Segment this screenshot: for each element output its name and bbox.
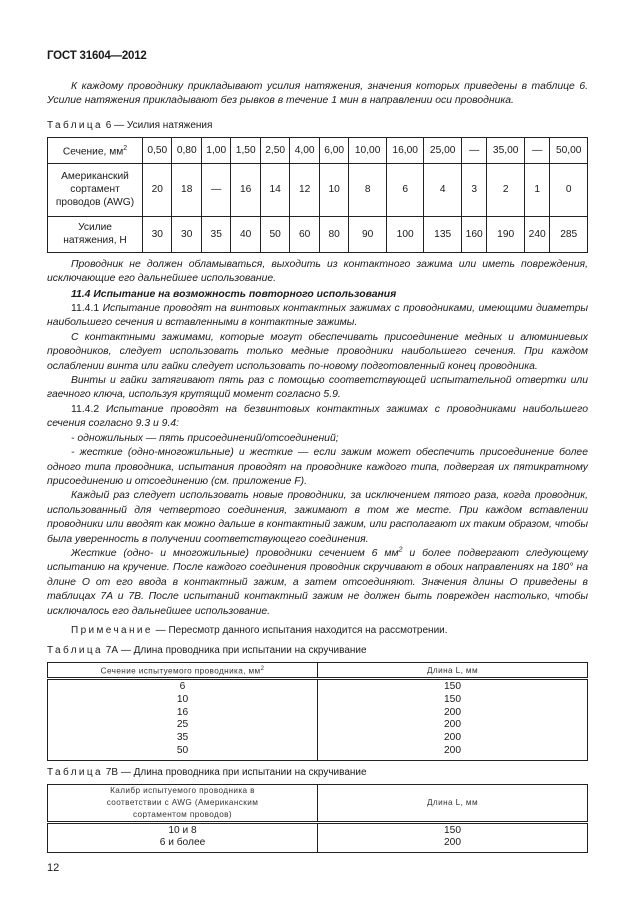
table-cell: 50 — [260, 216, 289, 252]
table-cell: 8 — [349, 163, 387, 216]
table-cell: 6 и более — [159, 837, 206, 849]
table7b-caption: Таблица 7В — Длина проводника при испытании на скручивание — [47, 766, 367, 778]
table-cell: — — [524, 137, 549, 163]
table-cell: 150 — [444, 681, 461, 693]
table-cell: 200 — [444, 706, 461, 718]
table6 — [47, 137, 588, 253]
table7b — [47, 784, 588, 853]
paragraph-tension: К каждому проводнику прикладывают усилия натяжения, значения которых приведены в таблице 6. Усилие натяжения прикладывают без рывков в течение 1 мин в направлении оси проводника. — [47, 81, 588, 107]
table-cell: 40 — [231, 216, 260, 252]
table-cell: 190 — [487, 216, 525, 252]
table-cell: 10,00 — [349, 137, 387, 163]
table-cell: 200 — [444, 719, 461, 731]
table-cell: 10 и 8 — [168, 824, 197, 836]
section-heading: 11.4 Испытание на возможность повторного использования — [71, 288, 397, 300]
table-cell: 1 — [524, 163, 549, 216]
table-cell: — — [201, 163, 230, 216]
paragraph-11-4-1: 11.4.1 Испытание проводят на винтовых контактных зажимах с проводниками, имеющими диаметры наибольшего сечения и вставленными в контактные зажимы. — [47, 303, 589, 329]
table-cell: 160 — [461, 216, 486, 252]
paragraph-11-4-2: 11.4.2 Испытание проводят на безвинтовых контактных зажимах с проводниками наибольшего сечения согласно 9.3 и 9.4: — [47, 403, 588, 430]
list-item: - жесткие (одно-многожильные) и жесткие — если зажим может обеспечить присоединение более одного типа проводника, испытания проводят на проводнике каждого типа, подвергая их пятикратному присоединению и отсоединению (см. приложение F). — [47, 447, 588, 487]
table-cell: 100 — [386, 216, 424, 252]
table-cell: 4 — [424, 163, 462, 216]
table-cell: 16,00 — [386, 137, 424, 163]
page-number: 12 — [47, 862, 60, 874]
table-cell: 10 — [319, 163, 348, 216]
paragraph-copper: С контактными зажимами, которые могут обеспечивать присоединение медных и алюминиевых проводников, следует использовать только медные проводники наибольшего сечения. При каждом ослаблении винта или гайки следует использовать по-новому подготовленный конец проводника. — [47, 331, 588, 372]
paragraph-screws: Винты и гайки затягивают пять раз с помощью соответствующей испытательной отвертки или гаечного ключа, используя крутящий момент согласно 5.9. — [47, 375, 588, 401]
column-values — [48, 822, 318, 852]
column-values — [48, 679, 318, 760]
table-cell: 6 — [179, 681, 186, 693]
table-cell: 150 — [444, 694, 461, 706]
table-cell: 25 — [176, 719, 189, 731]
table-cell: 60 — [290, 216, 319, 252]
table-cell: 16 — [231, 163, 260, 216]
column-header: Калибр испытуемого проводника в соответствии с AWG (Американским сортаментом проводов) — [48, 784, 318, 822]
caption-prefix: Таблица — [47, 119, 104, 131]
table-cell: 90 — [349, 216, 387, 252]
column-header: Сечение испытуемого проводника, $мм^2$ — [48, 663, 318, 679]
table-cell: 18 — [172, 163, 201, 216]
table-row — [48, 216, 588, 252]
table-cell: 4,00 — [290, 137, 319, 163]
row-label: Сечение, $мм^2$ — [48, 137, 143, 163]
table-cell: 80 — [319, 216, 348, 252]
table-cell: 0,80 — [172, 137, 201, 163]
table-cell: 30 — [143, 216, 172, 252]
table-cell: 0,50 — [143, 137, 172, 163]
caption-title: — Усилия натяжения — [114, 119, 213, 131]
table-cell: 3 — [461, 163, 486, 216]
row-label: Усилие натяжения, Н — [48, 216, 143, 252]
note: Примечание — Пересмотр данного испытания находится на рассмотрении. — [71, 624, 448, 636]
table7a-caption: Таблица 7А — Длина проводника при испытании на скручивание — [47, 645, 367, 657]
table-cell: 135 — [424, 216, 462, 252]
list-item: - одножильных — пять присоединений/отсоединений; — [71, 432, 339, 444]
table-cell: 1,50 — [231, 137, 260, 163]
row-label: Американский сортамент проводов (AWG) — [48, 163, 143, 216]
table-cell: 25,00 — [424, 137, 462, 163]
paragraph-rigid: Жесткие (одно- и многожильные) проводники сечением 6 $мм^2$ и более подвергают следующему испытанию на кручение. После каждого соединения проводник скручивают в обоих направлениях на 180° на длине О от его ввода в контактный зажим, а затем отсоединяют. Значения длины О приведены в таблицах 7А и 7В. После испытаний контактный зажим не должен быть поврежден настолько, чтобы исключалось его дальнейшее использование. — [47, 546, 588, 617]
table-cell: 6 — [386, 163, 424, 216]
table-cell: 14 — [260, 163, 289, 216]
table-cell: 35 — [201, 216, 230, 252]
paragraph-each-time: Каждый раз следует использовать новые проводники, за исключением пятого раза, когда проводник, использованный для четвертого соединения, зажимают в том же месте. При каждом вставлении проводники или вводят как можно дальше в контактный зажим, или располагают их таким образом, чтобы была уверенность в получении соответствующего соединения. — [47, 490, 588, 545]
column-header: Длина L, мм — [318, 784, 588, 822]
table-cell: 35 — [176, 732, 189, 744]
table-cell: 200 — [444, 837, 461, 849]
table-cell: 10 — [176, 694, 189, 706]
table-cell: 240 — [524, 216, 549, 252]
paragraph-no-break: Проводник не должен обламываться, выходить из контактного зажима или иметь повреждения, исключающие его дальнейшее использование. — [47, 258, 588, 285]
body-text — [47, 258, 588, 639]
caption-num: 6 — [105, 119, 112, 131]
table-cell: 50,00 — [550, 137, 588, 163]
table-cell: 12 — [290, 163, 319, 216]
table-row — [48, 137, 588, 163]
table-cell: 20 — [143, 163, 172, 216]
table-cell: — — [461, 137, 486, 163]
table7a — [47, 662, 588, 760]
table-cell: 0 — [550, 163, 588, 216]
table-cell: 200 — [444, 732, 461, 744]
table-cell: 2,50 — [260, 137, 289, 163]
table-row — [48, 163, 588, 216]
table-cell: 16 — [176, 706, 189, 718]
table-cell: 2 — [487, 163, 525, 216]
table-cell: 30 — [172, 216, 201, 252]
column-values — [318, 679, 588, 760]
table-cell: 200 — [444, 744, 461, 756]
table-cell: 1,00 — [201, 137, 230, 163]
table-cell: 35,00 — [487, 137, 525, 163]
table6-caption — [47, 119, 588, 132]
table-cell: 50 — [176, 744, 189, 756]
table-cell: 150 — [444, 824, 461, 836]
column-header: Длина L, мм — [318, 663, 588, 679]
column-values — [318, 822, 588, 852]
table-cell: 6,00 — [319, 137, 348, 163]
document-header: ГОСТ 31604—2012 — [47, 50, 147, 62]
table-cell: 285 — [550, 216, 588, 252]
